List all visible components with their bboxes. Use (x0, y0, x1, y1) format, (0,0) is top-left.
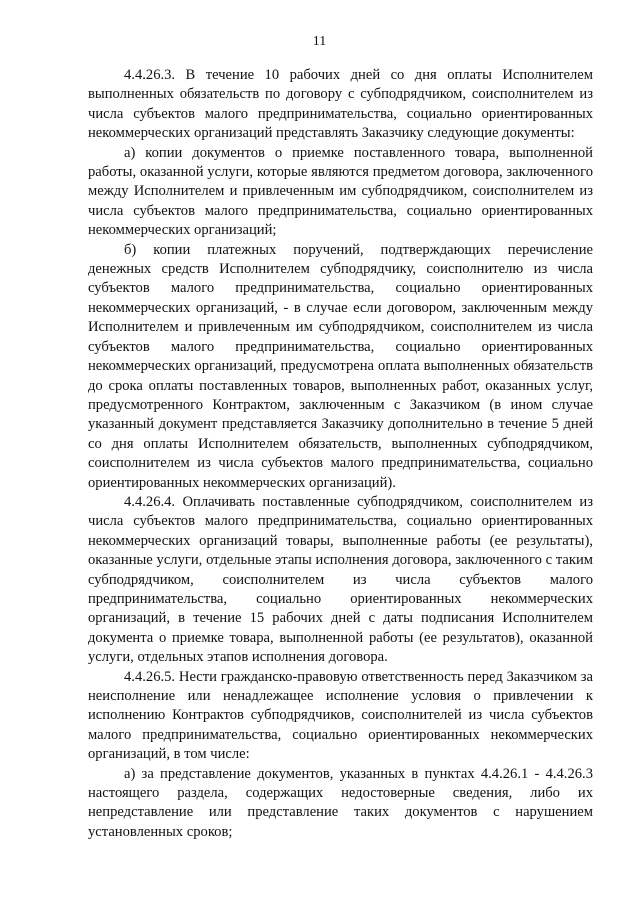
paragraph-item-a-documents-liability: а) за представление документов, указанных в пунктах 4.4.26.1 - 4.4.26.3 настоящего раздела, содержащих недостоверные сведения, либо их непредставление или представление таких документов с нарушением установленных сроков; (88, 765, 593, 840)
document-body (88, 66, 593, 842)
page-number: 11 (312, 34, 327, 49)
paragraph-item-a-acceptance-documents: а) копии документов о приемке поставленного товара, выполненной работы, оказанной услуги, которые являются предметом договора, заключенного между Исполнителем и привлеченным им субподрядчиком, соисполнителем из числа субъектов малого предпринимательства, социально ориентированных некоммерческих организаций; (88, 144, 593, 239)
paragraph-4-4-26-5: 4.4.26.5. Нести гражданско-правовую ответственность перед Заказчиком за неисполнение или ненадлежащее исполнение условия о привлечении к исполнению Контрактов субподрядчиков, соисполнителей из числа субъектов малого предпринимательства, социально ориентированных некоммерческих организаций, в том числе: (88, 668, 593, 763)
paragraph-4-4-26-3: 4.4.26.3. В течение 10 рабочих дней со дня оплаты Исполнителем выполненных обязательств по договору с субподрядчиком, соисполнителем из числа субъектов малого предпринимательства, социально ориентированных некоммерческих организаций представлять Заказчику следующие документы: (88, 67, 593, 142)
paragraph-item-b-payment-orders: б) копии платежных поручений, подтверждающих перечисление денежных средств Исполнителем субподрядчику, соисполнителю из числа субъектов малого предпринимательства, социально ориентированных некоммерческих организаций, - в случае если договором, заключенным между Исполнителем и привлеченным им субподрядчиком, соисполнителем из числа субъектов малого предпринимательства, социально ориентированных некоммерческих организаций, предусмотрена оплата выполненных обязательств до срока оплаты поставленных товаров, выполненных работ, оказанных услуг, предусмотренного Контрактом, заключенным с Заказчиком (в ином случае указанный документ представляется Заказчику дополнительно в течение 5 дней со дня оплаты Исполнителем обязательств, выполненных субподрядчиком, соисполнителем из числа субъектов малого предпринимательства, социально ориентированных некоммерческих организаций). (88, 241, 593, 491)
paragraph-4-4-26-4: 4.4.26.4. Оплачивать поставленные субподрядчиком, соисполнителем из числа субъектов малого предпринимательства, социально ориентированных некоммерческих организаций товары, выполненные работы (ее результаты), оказанные услуги, отдельные этапы исполнения договора, заключенного с таким субподрядчиком, соисполнителем из числа субъектов малого предпринимательства, социально ориентированных некоммерческих организаций, в течение 15 рабочих дней с даты подписания Исполнителем документа о приемке товара, выполненной работы (ее результатов), оказанной услуги, отдельных этапов исполнения договора. (88, 493, 593, 666)
